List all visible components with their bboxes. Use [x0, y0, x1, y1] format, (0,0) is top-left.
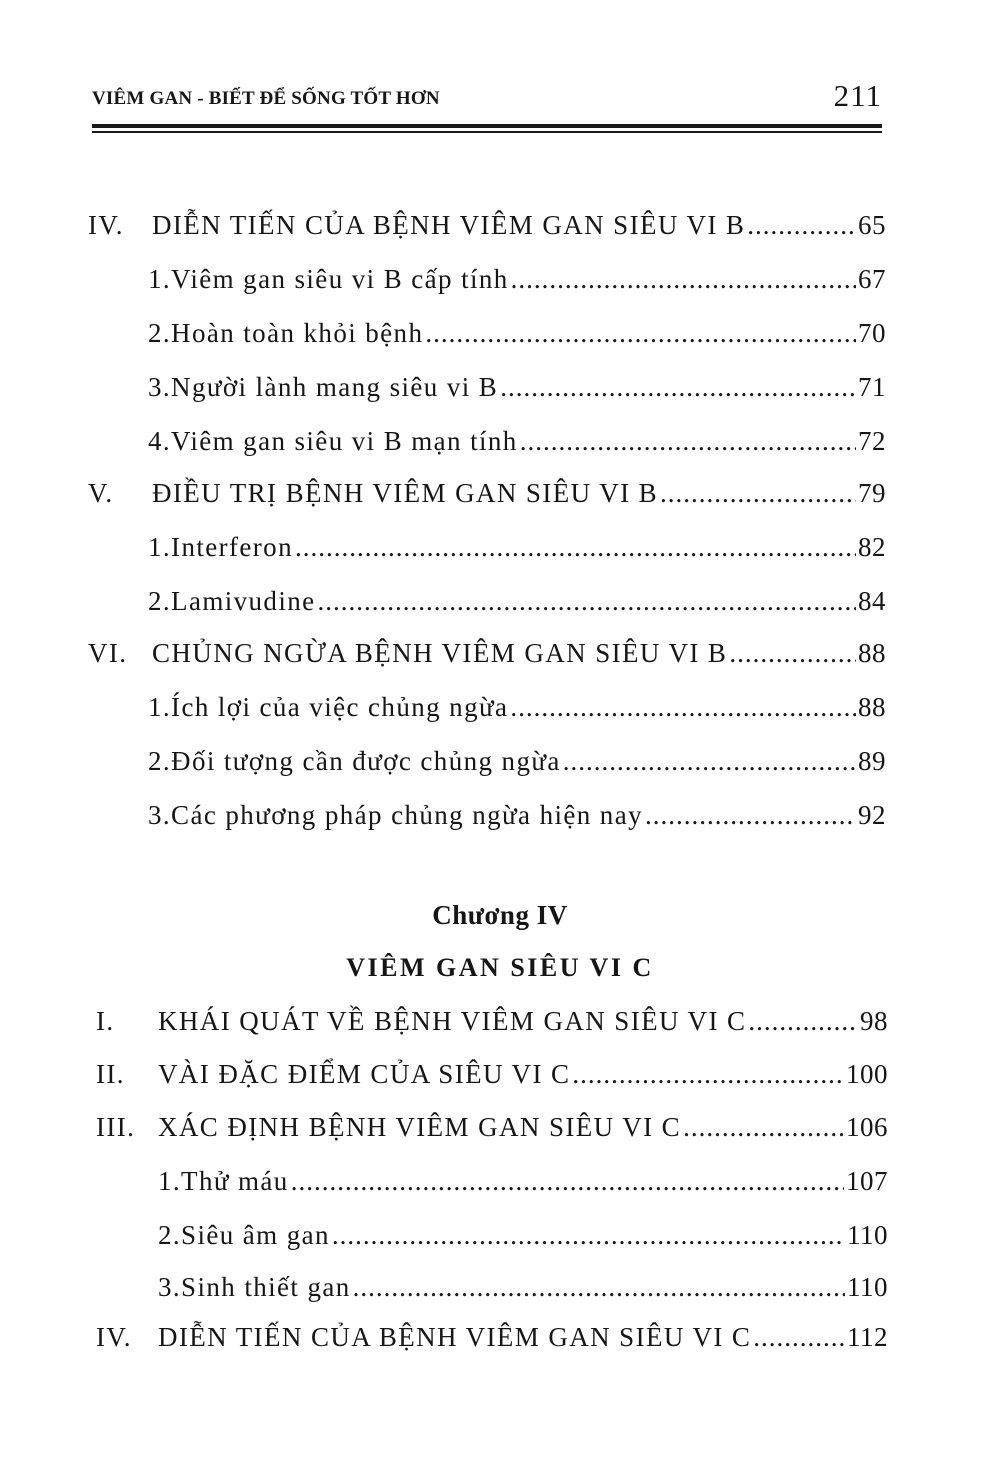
toc-entry-label: ĐIỀU TRỊ BỆNH VIÊM GAN SIÊU VI B	[152, 478, 659, 508]
toc-entry	[96, 1322, 888, 1353]
running-title: VIÊM GAN - BIẾT ĐỂ SỐNG TỐT HƠN	[92, 88, 440, 109]
toc-entry-page: 107	[846, 1166, 888, 1196]
toc-entry-label: 3.Các phương pháp chủng ngừa hiện nay	[148, 800, 643, 830]
toc-leader-dots	[291, 1166, 844, 1197]
toc-entry-page: 79	[858, 478, 886, 508]
toc-entry	[148, 532, 886, 563]
toc-entry-label: 1.Thử máu	[158, 1166, 289, 1196]
toc-entry-page: 82	[858, 532, 886, 562]
toc-entry-label: 2.Đối tượng cần được chủng ngừa	[148, 746, 561, 776]
toc-leader-dots	[729, 638, 856, 669]
toc-entry-page: 112	[847, 1322, 888, 1352]
toc-entry	[88, 638, 886, 669]
toc-entry	[88, 478, 886, 509]
toc-leader-dots	[510, 692, 856, 723]
toc-entry-number: IV.	[96, 1322, 132, 1352]
toc-entry-label: 2.Lamivudine	[148, 586, 316, 616]
toc-leader-dots	[563, 746, 856, 777]
toc-entry	[148, 800, 886, 831]
toc-entry-page: 88	[858, 638, 886, 668]
toc-entry-page: 65	[858, 210, 886, 240]
toc-entry-number: I.	[96, 1006, 115, 1036]
toc-entry	[88, 210, 886, 241]
toc-entry-page: 110	[847, 1272, 888, 1302]
toc-entry	[158, 1166, 888, 1197]
toc-entry-page: 106	[846, 1112, 888, 1142]
toc-entry-page: 72	[858, 426, 886, 456]
toc-entry-page: 84	[858, 586, 886, 616]
toc-leader-dots	[572, 1059, 844, 1090]
toc-entry	[148, 586, 886, 617]
header-rule-thin	[92, 131, 882, 133]
toc-leader-dots	[295, 532, 856, 563]
toc-entry-label: VÀI ĐẶC ĐIỂM CỦA SIÊU VI C	[158, 1059, 571, 1089]
toc-entry-page: 71	[858, 372, 886, 402]
toc-entry-label: KHÁI QUÁT VỀ BỆNH VIÊM GAN SIÊU VI C	[158, 1006, 747, 1036]
toc-leader-dots	[747, 210, 856, 241]
toc-entry-number: V.	[88, 478, 114, 508]
toc-leader-dots	[332, 1220, 845, 1251]
toc-leader-dots	[660, 478, 856, 509]
toc-entry	[96, 1112, 888, 1143]
toc-entry	[96, 1006, 888, 1037]
toc-entry	[158, 1272, 888, 1303]
toc-leader-dots	[425, 318, 856, 349]
toc-leader-dots	[353, 1272, 845, 1303]
toc-entry-page: 67	[858, 264, 886, 294]
toc-entry-label: CHỦNG NGỪA BỆNH VIÊM GAN SIÊU VI B	[152, 638, 728, 668]
toc-entry-page: 88	[858, 692, 886, 722]
toc-leader-dots	[683, 1112, 844, 1143]
toc-entry-label: 1.Viêm gan siêu vi B cấp tính	[148, 264, 509, 294]
toc-entry	[148, 264, 886, 295]
toc-entry-page: 70	[858, 318, 886, 348]
toc-entry-page: 100	[846, 1059, 888, 1089]
toc-entry-number: II.	[96, 1059, 125, 1089]
toc-leader-dots	[318, 586, 856, 617]
toc-leader-dots	[520, 426, 856, 457]
toc-entry-label: 1.Ích lợi của việc chủng ngừa	[148, 692, 509, 722]
toc-entry-label: 4.Viêm gan siêu vi B mạn tính	[148, 426, 518, 456]
toc-leader-dots	[645, 800, 856, 831]
toc-entry	[148, 372, 886, 403]
toc-entry-label: XÁC ĐỊNH BỆNH VIÊM GAN SIÊU VI C	[158, 1112, 682, 1142]
toc-leader-dots	[748, 1006, 858, 1037]
toc-entry-number: III.	[96, 1112, 136, 1142]
toc-entry	[148, 318, 886, 349]
toc-entry-label: 3.Người lành mang siêu vi B	[148, 372, 499, 402]
toc-entry-label: DIỄN TIẾN CỦA BỆNH VIÊM GAN SIÊU VI C	[158, 1322, 752, 1352]
toc-entry-number: VI.	[88, 638, 128, 668]
toc-entry-page: 89	[858, 746, 886, 776]
toc-entry	[148, 746, 886, 777]
toc-entry-number: IV.	[88, 210, 124, 240]
toc-entry-label: 2.Siêu âm gan	[158, 1220, 330, 1250]
toc-entry-label: DIỄN TIẾN CỦA BỆNH VIÊM GAN SIÊU VI B	[152, 210, 746, 240]
toc-entry-page: 98	[860, 1006, 888, 1036]
toc-entry	[96, 1059, 888, 1090]
toc-entry-label: 2.Hoàn toàn khỏi bệnh	[148, 318, 424, 348]
chapter-label: Chương IV	[432, 900, 568, 930]
toc-entry	[148, 692, 886, 723]
toc-entry	[158, 1220, 888, 1251]
toc-leader-dots	[500, 372, 856, 403]
running-header	[92, 74, 882, 114]
toc-entry-page: 110	[847, 1220, 888, 1250]
toc-entry-page: 92	[858, 800, 886, 830]
toc-leader-dots	[511, 264, 856, 295]
header-rule-thick	[92, 124, 882, 128]
chapter-title: VIÊM GAN SIÊU VI C	[346, 953, 654, 982]
page-number: 211	[833, 78, 882, 113]
toc-leader-dots	[753, 1322, 845, 1353]
toc-entry-label: 3.Sinh thiết gan	[158, 1272, 351, 1302]
toc-entry-label: 1.Interferon	[148, 532, 293, 562]
toc-entry	[148, 426, 886, 457]
